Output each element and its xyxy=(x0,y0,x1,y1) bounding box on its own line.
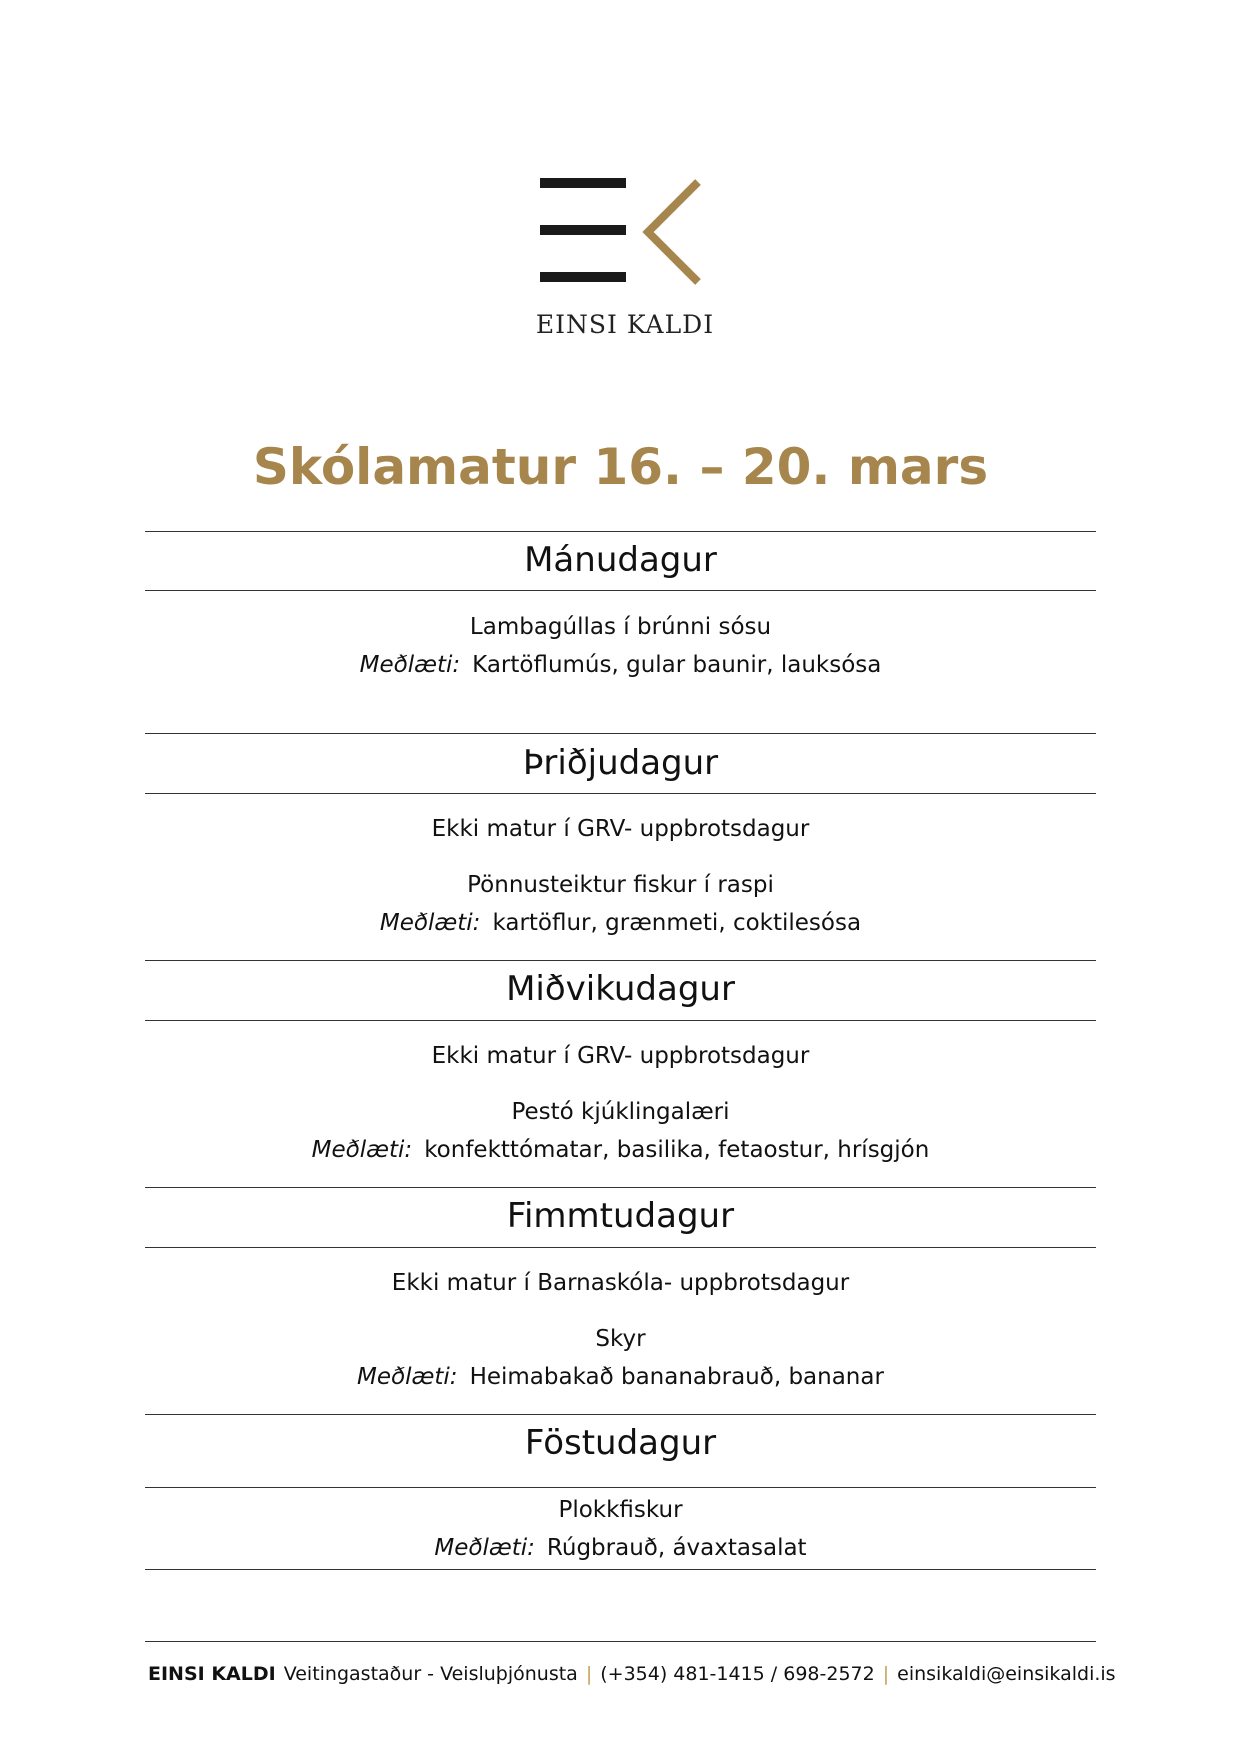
divider xyxy=(145,590,1096,591)
sides-line-monday xyxy=(145,654,1096,677)
dish-thursday: Skyr xyxy=(595,1326,646,1352)
dish-wednesday: Pestó kjúklingalæri xyxy=(511,1099,730,1125)
divider xyxy=(145,960,1096,961)
sides-line-thursday xyxy=(145,1366,1096,1389)
einsi-kaldi-logo xyxy=(530,176,720,339)
sides-line-wednesday xyxy=(145,1139,1096,1162)
logo-wordmark: EINSI KALDI xyxy=(535,310,715,339)
divider xyxy=(145,1020,1096,1021)
footer-divider xyxy=(145,1641,1096,1642)
footer-email[interactable]: einsikaldi@einsikaldi.is xyxy=(897,1663,1116,1685)
sides-label: Meðlæti: xyxy=(357,1364,458,1390)
footer-brand: EINSI KALDI xyxy=(148,1663,276,1685)
footer-separator: | xyxy=(585,1663,593,1685)
day-heading-wednesday: Miðvikudagur xyxy=(506,969,735,1009)
dish-friday: Plokkfiskur xyxy=(558,1497,683,1523)
dish-monday: Lambagúllas í brúnni sósu xyxy=(469,614,772,640)
divider xyxy=(145,1487,1096,1488)
day-heading-tuesday: Þriðjudagur xyxy=(522,743,719,783)
footer-phone: (+354) 481-1415 / 698-2572 xyxy=(600,1663,875,1685)
logo-bar-bottom xyxy=(540,272,626,282)
sides-line-friday xyxy=(145,1537,1096,1560)
sides-label: Meðlæti: xyxy=(311,1137,413,1163)
sides-line-tuesday xyxy=(145,912,1096,935)
day-heading-thursday: Fimmtudagur xyxy=(506,1196,735,1236)
day-heading-monday: Mánudagur xyxy=(524,540,717,580)
footer xyxy=(148,1665,1116,1684)
footer-separator: | xyxy=(882,1663,890,1685)
sides-thursday: Heimabakað bananabrauð, bananar xyxy=(469,1364,884,1390)
sides-label: Meðlæti: xyxy=(434,1535,535,1561)
notice-tuesday: Ekki matur í GRV- uppbrotsdagur xyxy=(431,816,810,842)
sides-friday: Rúgbrauð, ávaxtasalat xyxy=(546,1535,807,1561)
sides-wednesday: konfekttómatar, basilika, fetaostur, hrísgjón xyxy=(424,1137,930,1163)
divider xyxy=(145,1247,1096,1248)
divider xyxy=(145,733,1096,734)
sides-monday: Kartöflumús, gular baunir, lauksósa xyxy=(472,652,882,678)
day-heading-friday: Föstudagur xyxy=(524,1423,717,1463)
logo-chevron-icon xyxy=(638,178,708,288)
divider xyxy=(145,531,1096,532)
footer-description: Veitingastaður - Veisluþjónusta xyxy=(283,1663,578,1685)
notice-thursday: Ekki matur í Barnaskóla- uppbrotsdagur xyxy=(391,1270,850,1296)
logo-bar-middle xyxy=(540,225,626,235)
sides-label: Meðlæti: xyxy=(379,910,481,936)
dish-tuesday: Pönnusteiktur fiskur í raspi xyxy=(467,872,774,898)
notice-wednesday: Ekki matur í GRV- uppbrotsdagur xyxy=(431,1043,810,1069)
sides-tuesday: kartöflur, grænmeti, coktilesósa xyxy=(492,910,862,936)
page-title: Skólamatur 16. – 20. mars xyxy=(252,438,989,496)
divider xyxy=(145,1187,1096,1188)
divider xyxy=(145,793,1096,794)
sides-label: Meðlæti: xyxy=(359,652,461,678)
divider xyxy=(145,1569,1096,1570)
divider xyxy=(145,1414,1096,1415)
logo-bar-top xyxy=(540,178,626,188)
